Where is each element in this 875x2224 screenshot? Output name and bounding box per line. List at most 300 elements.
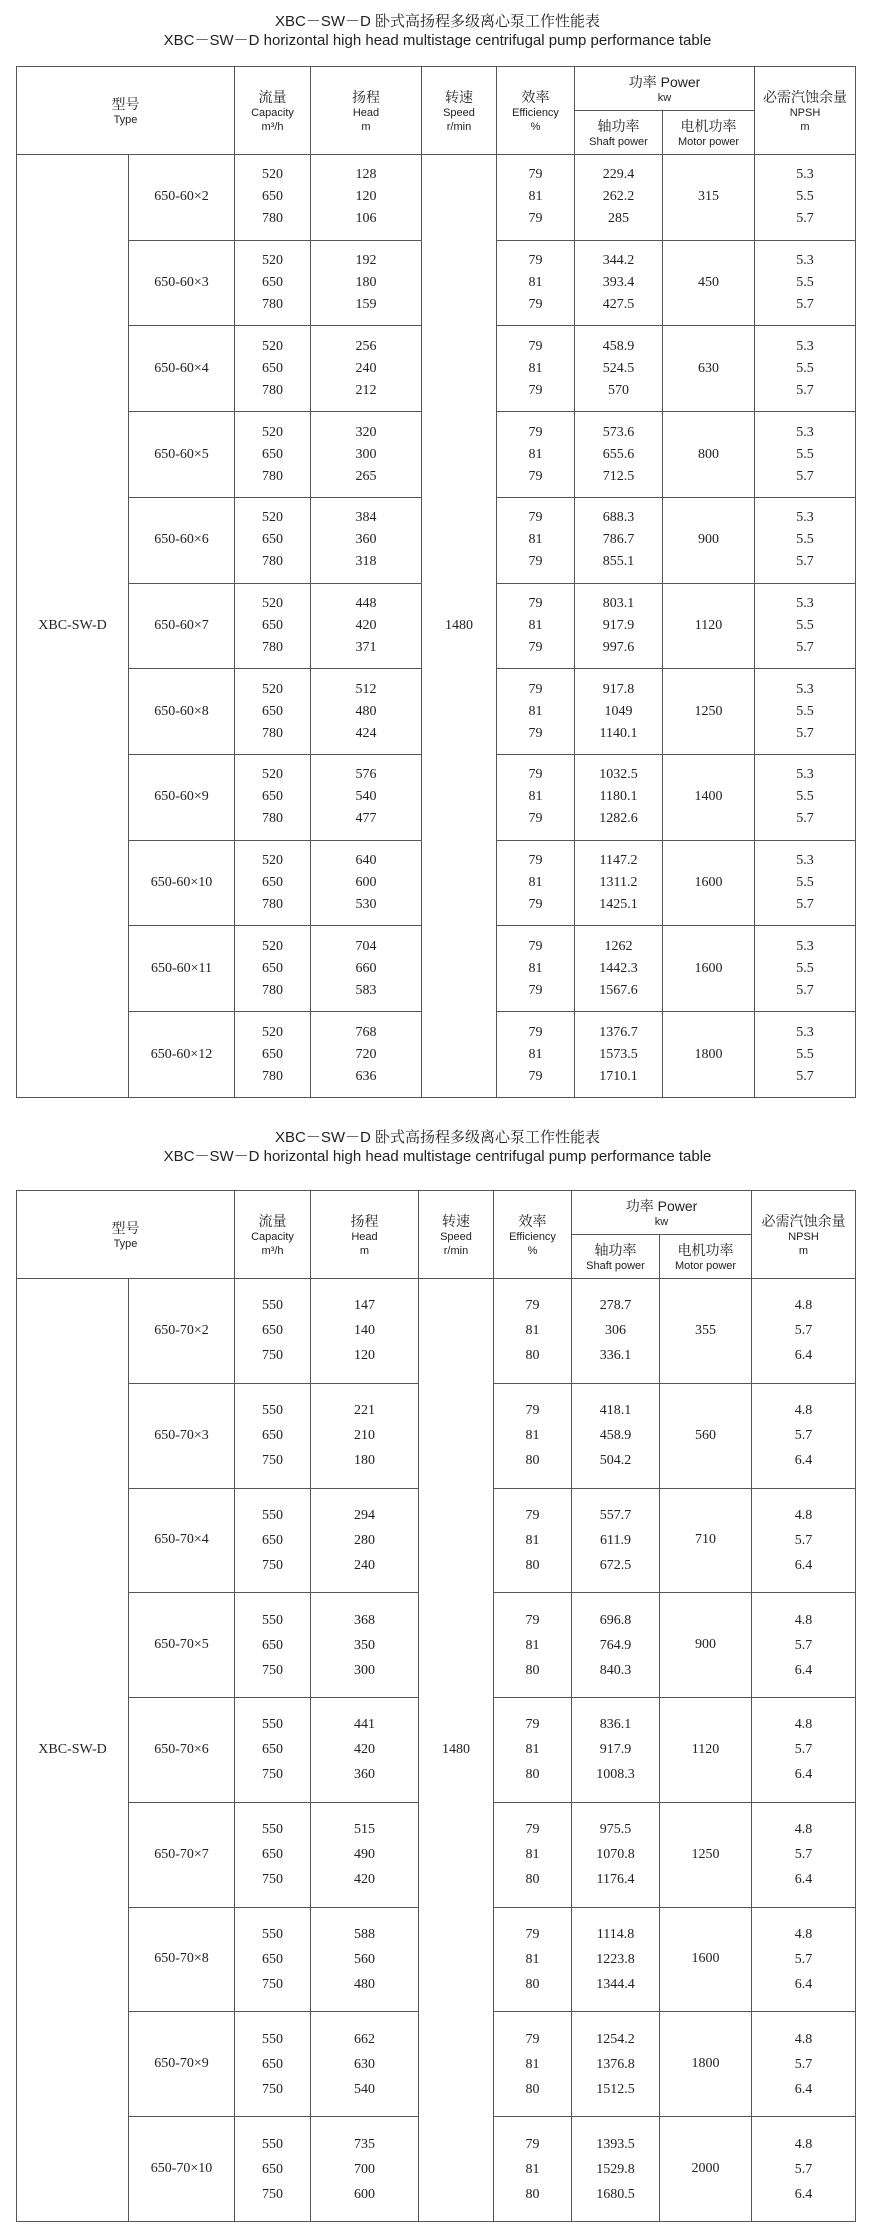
head-value: 294: [354, 1507, 375, 1523]
head-value: 128: [355, 167, 377, 183]
head-value: 640: [355, 853, 377, 869]
header-head-unit: m: [361, 120, 371, 133]
head-value: 720: [355, 1046, 377, 1062]
head-cell: [311, 840, 422, 926]
efficiency-value: 79: [525, 1926, 540, 1942]
performance-table: [16, 66, 856, 1098]
series-name: XBC-SW-D: [38, 618, 107, 633]
shaft-power-values: [572, 2132, 659, 2207]
head-value: 360: [354, 1767, 375, 1783]
npsh-values: [755, 850, 855, 916]
npsh-value: 6.4: [794, 2081, 813, 2097]
table-row: [17, 155, 856, 241]
head-value: 420: [355, 617, 377, 633]
capacity-values: [235, 936, 310, 1002]
shaft-power-value: 917.9: [602, 617, 635, 633]
npsh-value: 5.7: [794, 1847, 813, 1863]
header-head: [311, 67, 422, 155]
efficiency-value: 80: [525, 1872, 540, 1888]
efficiency-value: 79: [528, 681, 543, 697]
npsh-value: 4.8: [794, 1507, 813, 1523]
model-cell: [129, 1907, 235, 2012]
head-values: [311, 1398, 418, 1473]
npsh-value: 5.3: [796, 595, 814, 611]
efficiency-cell: [494, 1593, 572, 1698]
efficiency-cell: [497, 240, 575, 326]
shaft-power-cell: [575, 412, 663, 498]
head-value: 221: [354, 1403, 375, 1419]
npsh-values: [755, 507, 855, 573]
efficiency-cell: [494, 2117, 572, 2222]
shaft-power-cell: [575, 497, 663, 583]
capacity-values: [235, 250, 310, 316]
npsh-cell: [755, 926, 856, 1012]
motor-power-cell: [663, 326, 755, 412]
speed-cell: [422, 155, 497, 1098]
series-cell: [17, 155, 129, 1098]
model-name: 650-60×9: [154, 789, 209, 805]
header-efficiency-cn: 效率: [521, 88, 550, 105]
head-value: 256: [355, 338, 377, 354]
efficiency-values: [494, 1608, 571, 1683]
efficiency-cell: [497, 755, 575, 841]
motor-power-cell: [663, 412, 755, 498]
capacity-value: 550: [262, 1298, 283, 1314]
head-value: 480: [355, 703, 377, 719]
npsh-cell: [755, 583, 856, 669]
shaft-power-cell: [572, 2012, 660, 2117]
shaft-power-value: 427.5: [602, 297, 635, 313]
capacity-value: 550: [262, 1717, 283, 1733]
capacity-value: 650: [262, 1742, 283, 1758]
capacity-values: [235, 1398, 310, 1473]
head-value: 192: [355, 253, 377, 269]
capacity-values: [235, 164, 310, 230]
shaft-power-cell: [572, 1488, 660, 1593]
model-cell: [129, 583, 235, 669]
efficiency-value: 81: [528, 446, 543, 462]
efficiency-values: [497, 507, 574, 573]
efficiency-value: 79: [525, 1507, 540, 1523]
capacity-value: 650: [262, 1323, 283, 1339]
head-value: 662: [354, 2031, 375, 2047]
npsh-values: [755, 250, 855, 316]
npsh-value: 4.8: [794, 1822, 813, 1838]
model-name: 650-70×10: [150, 2161, 213, 2177]
head-cell: [311, 412, 422, 498]
head-cell: [311, 926, 422, 1012]
shaft-power-value: 458.9: [602, 338, 635, 354]
head-value: 735: [354, 2136, 375, 2152]
head-value: 704: [355, 938, 377, 954]
efficiency-value: 79: [528, 853, 543, 869]
shaft-power-values: [575, 764, 662, 830]
shaft-power-value: 997.6: [602, 639, 635, 655]
motor-power-value: 1600: [694, 960, 723, 976]
head-values: [311, 1712, 418, 1787]
head-cell: [311, 497, 422, 583]
capacity-value: 520: [262, 1024, 283, 1040]
shaft-power-value: 285: [608, 211, 629, 227]
head-values: [311, 507, 421, 573]
model-cell: [129, 1802, 235, 1907]
head-values: [311, 1817, 418, 1892]
capacity-value: 650: [262, 960, 283, 976]
npsh-cell: [755, 155, 856, 241]
capacity-value: 520: [262, 767, 283, 783]
shaft-power-values: [575, 250, 662, 316]
series-name: XBC-SW-D: [38, 1742, 107, 1757]
efficiency-value: 81: [525, 1742, 540, 1758]
efficiency-value: 81: [528, 189, 543, 205]
efficiency-values: [497, 764, 574, 830]
shaft-power-value: 573.6: [602, 424, 635, 440]
efficiency-values: [497, 164, 574, 230]
shaft-power-value: 917.8: [602, 681, 635, 697]
npsh-value: 5.5: [796, 360, 814, 376]
motor-power-value: 1800: [691, 2056, 720, 2072]
efficiency-value: 79: [525, 2136, 540, 2152]
capacity-values: [235, 422, 310, 488]
capacity-value: 780: [262, 468, 283, 484]
motor-power-value: 560: [695, 1427, 716, 1443]
header-speed-cn: 转速: [445, 88, 473, 105]
motor-power-cell: [660, 2012, 752, 2117]
efficiency-value: 81: [528, 960, 543, 976]
shaft-power-value: 1425.1: [599, 897, 638, 913]
header-type-cn: 型号: [111, 1219, 140, 1236]
header-head-cn: 扬程: [352, 88, 380, 105]
capacity-cell: [235, 1012, 311, 1098]
shaft-power-value: 1573.5: [599, 1046, 638, 1062]
shaft-power-cell: [575, 669, 663, 755]
npsh-value: 5.7: [794, 1951, 813, 1967]
table-title-en: XBC－SW－D horizontal high head multistage centrifugal pump performance table: [163, 1148, 712, 1165]
capacity-values: [235, 507, 310, 573]
capacity-value: 550: [262, 1507, 283, 1523]
model-cell: [129, 326, 235, 412]
head-value: 120: [355, 189, 377, 205]
shaft-power-value: 1512.5: [596, 2081, 635, 2097]
npsh-values: [752, 1503, 855, 1578]
shaft-power-values: [572, 1817, 659, 1892]
motor-power-cell: [663, 497, 755, 583]
npsh-value: 4.8: [794, 1612, 813, 1628]
efficiency-values: [497, 250, 574, 316]
motor-power-value: 900: [695, 1637, 716, 1653]
header-efficiency-en: Efficiency: [512, 106, 559, 119]
efficiency-value: 79: [528, 811, 543, 827]
capacity-cell: [235, 240, 311, 326]
head-value: 350: [354, 1637, 375, 1653]
efficiency-value: 79: [525, 1403, 540, 1419]
capacity-value: 750: [262, 2081, 283, 2097]
efficiency-value: 79: [528, 982, 543, 998]
capacity-values: [235, 2027, 310, 2102]
model-cell: [129, 755, 235, 841]
npsh-values: [752, 1398, 855, 1473]
shaft-power-cell: [572, 1383, 660, 1488]
efficiency-cell: [494, 1488, 572, 1593]
capacity-value: 650: [262, 360, 283, 376]
efficiency-value: 80: [525, 1976, 540, 1992]
header-npsh: [752, 1191, 856, 1279]
capacity-cell: [235, 1383, 311, 1488]
capacity-values: [235, 1922, 310, 1997]
capacity-cell: [235, 155, 311, 241]
shaft-power-value: 712.5: [602, 468, 635, 484]
head-values: [311, 164, 421, 230]
npsh-value: 6.4: [794, 1453, 813, 1469]
head-value: 700: [354, 2161, 375, 2177]
shaft-power-value: 1567.6: [599, 982, 638, 998]
capacity-value: 780: [262, 897, 283, 913]
shaft-power-value: 1262: [604, 938, 633, 954]
head-cell: [311, 240, 422, 326]
header-capacity-cn: 流量: [258, 1212, 287, 1229]
shaft-power-values: [575, 336, 662, 402]
model-name: 650-60×11: [150, 960, 213, 976]
capacity-cell: [235, 926, 311, 1012]
efficiency-value: 81: [525, 2161, 540, 2177]
shaft-power-value: 786.7: [602, 532, 635, 548]
capacity-values: [235, 1608, 310, 1683]
npsh-value: 5.7: [796, 297, 814, 313]
head-cell: [311, 669, 422, 755]
npsh-value: 5.3: [796, 253, 814, 269]
capacity-value: 750: [262, 1348, 283, 1364]
motor-power-value: 315: [698, 189, 719, 205]
shaft-power-values: [572, 1293, 659, 1368]
npsh-values: [755, 422, 855, 488]
capacity-value: 650: [262, 703, 283, 719]
efficiency-value: 81: [528, 275, 543, 291]
npsh-cell: [752, 2012, 856, 2117]
shaft-power-values: [572, 2027, 659, 2102]
head-cell: [311, 326, 422, 412]
capacity-value: 520: [262, 938, 283, 954]
head-value: 140: [354, 1323, 375, 1339]
efficiency-value: 80: [525, 2186, 540, 2202]
shaft-power-value: 229.4: [602, 167, 635, 183]
head-values: [311, 1922, 418, 1997]
npsh-value: 4.8: [794, 1717, 813, 1733]
capacity-value: 520: [262, 510, 283, 526]
shaft-power-value: 1008.3: [596, 1767, 635, 1783]
efficiency-cell: [497, 583, 575, 669]
table-title-cn: XBC－SW－D 卧式高扬程多级离心泵工作性能表: [274, 1129, 600, 1146]
shaft-power-value: 570: [608, 382, 629, 398]
table-title: [0, 1128, 875, 1166]
shaft-power-value: 1344.4: [596, 1976, 635, 1992]
model-cell: [129, 926, 235, 1012]
head-value: 120: [354, 1348, 375, 1364]
shaft-power-cell: [572, 1907, 660, 2012]
model-cell: [129, 1488, 235, 1593]
capacity-cell: [235, 1279, 311, 1384]
npsh-values: [752, 1922, 855, 1997]
capacity-value: 650: [262, 275, 283, 291]
shaft-power-values: [575, 422, 662, 488]
head-value: 360: [355, 532, 377, 548]
efficiency-cell: [494, 2012, 572, 2117]
npsh-value: 5.3: [796, 853, 814, 869]
head-value: 371: [355, 639, 377, 655]
motor-power-cell: [663, 840, 755, 926]
header-npsh-cn: 必需汽蚀余量: [761, 1212, 846, 1229]
head-value: 265: [355, 468, 377, 484]
capacity-values: [235, 1712, 310, 1787]
head-value: 300: [355, 446, 377, 462]
head-values: [311, 593, 421, 659]
header-capacity-en: Capacity: [251, 106, 294, 119]
npsh-value: 6.4: [794, 1872, 813, 1888]
motor-power-value: 1600: [691, 1951, 720, 1967]
head-value: 540: [354, 2081, 375, 2097]
capacity-value: 650: [262, 2056, 283, 2072]
efficiency-value: 79: [528, 167, 543, 183]
shaft-power-value: 764.9: [599, 1637, 632, 1653]
head-value: 240: [354, 1557, 375, 1573]
model-name: 650-70×9: [154, 2056, 209, 2072]
shaft-power-values: [575, 164, 662, 230]
npsh-value: 5.5: [796, 789, 814, 805]
npsh-value: 5.7: [794, 2161, 813, 2177]
motor-power-cell: [663, 926, 755, 1012]
motor-power-cell: [663, 755, 755, 841]
shaft-power-value: 655.6: [602, 446, 635, 462]
efficiency-values: [494, 1817, 571, 1892]
capacity-value: 780: [262, 1068, 283, 1084]
capacity-value: 520: [262, 167, 283, 183]
header-head-cn: 扬程: [350, 1212, 379, 1229]
shaft-power-value: 1710.1: [599, 1068, 638, 1084]
head-value: 424: [355, 725, 377, 741]
head-value: 106: [355, 211, 377, 227]
capacity-value: 780: [262, 639, 283, 655]
header-capacity-en: Capacity: [251, 1230, 294, 1243]
capacity-values: [235, 1022, 310, 1088]
header-shaft: [575, 111, 663, 155]
efficiency-value: 79: [528, 510, 543, 526]
efficiency-value: 79: [528, 468, 543, 484]
capacity-value: 520: [262, 681, 283, 697]
header-shaft-cn: 轴功率: [594, 1241, 637, 1258]
motor-power-cell: [663, 1012, 755, 1098]
efficiency-value: 79: [528, 382, 543, 398]
shaft-power-value: 836.1: [599, 1717, 632, 1733]
motor-power-cell: [663, 669, 755, 755]
header-capacity: [235, 1191, 311, 1279]
capacity-value: 780: [262, 554, 283, 570]
capacity-value: 550: [262, 1403, 283, 1419]
efficiency-value: 79: [528, 938, 543, 954]
npsh-value: 5.3: [796, 1024, 814, 1040]
head-values: [311, 936, 421, 1002]
motor-power-value: 450: [698, 275, 719, 291]
npsh-value: 4.8: [794, 1926, 813, 1942]
motor-power-cell: [660, 1802, 752, 1907]
efficiency-value: 81: [528, 617, 543, 633]
performance-table: [16, 1190, 856, 2222]
capacity-value: 780: [262, 382, 283, 398]
capacity-value: 650: [262, 1428, 283, 1444]
capacity-cell: [235, 1593, 311, 1698]
efficiency-values: [497, 593, 574, 659]
npsh-value: 5.7: [794, 1742, 813, 1758]
capacity-value: 650: [262, 1951, 283, 1967]
head-values: [311, 679, 421, 745]
capacity-value: 550: [262, 2136, 283, 2152]
efficiency-cell: [494, 1698, 572, 1803]
npsh-value: 5.5: [796, 446, 814, 462]
npsh-cell: [752, 1383, 856, 1488]
capacity-values: [235, 1503, 310, 1578]
head-values: [311, 2132, 418, 2207]
shaft-power-value: 278.7: [599, 1298, 632, 1314]
model-name: 650-70×8: [154, 1951, 209, 1967]
head-value: 477: [355, 811, 377, 827]
head-value: 512: [355, 681, 377, 697]
capacity-value: 650: [262, 789, 283, 805]
shaft-power-value: 1032.5: [599, 767, 638, 783]
efficiency-cell: [497, 412, 575, 498]
head-value: 588: [354, 1926, 375, 1942]
capacity-value: 780: [262, 297, 283, 313]
head-value: 147: [354, 1298, 375, 1314]
efficiency-value: 79: [525, 1612, 540, 1628]
efficiency-values: [497, 1022, 574, 1088]
motor-power-cell: [660, 1698, 752, 1803]
capacity-cell: [235, 1698, 311, 1803]
header-npsh-unit: m: [798, 1244, 809, 1257]
capacity-cell: [235, 1907, 311, 2012]
header-power: [575, 67, 755, 111]
head-value: 320: [355, 424, 377, 440]
shaft-power-value: 393.4: [602, 275, 635, 291]
capacity-value: 650: [262, 1046, 283, 1062]
efficiency-cell: [494, 1279, 572, 1384]
efficiency-value: 81: [525, 1532, 540, 1548]
shaft-power-value: 1049: [604, 703, 633, 719]
shaft-power-cell: [572, 1802, 660, 1907]
shaft-power-value: 688.3: [602, 510, 635, 526]
capacity-cell: [235, 583, 311, 669]
npsh-cell: [752, 1488, 856, 1593]
shaft-power-cell: [575, 1012, 663, 1098]
model-name: 650-60×10: [150, 875, 213, 891]
head-values: [311, 1608, 418, 1683]
head-value: 212: [355, 382, 377, 398]
motor-power-cell: [660, 1488, 752, 1593]
header-shaft-en: Shaft power: [589, 135, 648, 148]
header-npsh-unit: m: [800, 120, 810, 133]
efficiency-value: 81: [525, 1323, 540, 1339]
npsh-value: 6.4: [794, 1767, 813, 1783]
npsh-values: [755, 936, 855, 1002]
capacity-value: 780: [262, 211, 283, 227]
header-type-en: Type: [113, 113, 138, 126]
efficiency-cell: [494, 1383, 572, 1488]
shaft-power-values: [572, 1503, 659, 1578]
shaft-power-value: 1147.2: [599, 853, 638, 869]
motor-power-value: 1250: [691, 1846, 720, 1862]
head-value: 583: [355, 982, 377, 998]
efficiency-value: 80: [525, 1767, 540, 1783]
capacity-value: 780: [262, 811, 283, 827]
shaft-power-value: 306: [605, 1323, 626, 1339]
head-cell: [311, 2117, 419, 2222]
